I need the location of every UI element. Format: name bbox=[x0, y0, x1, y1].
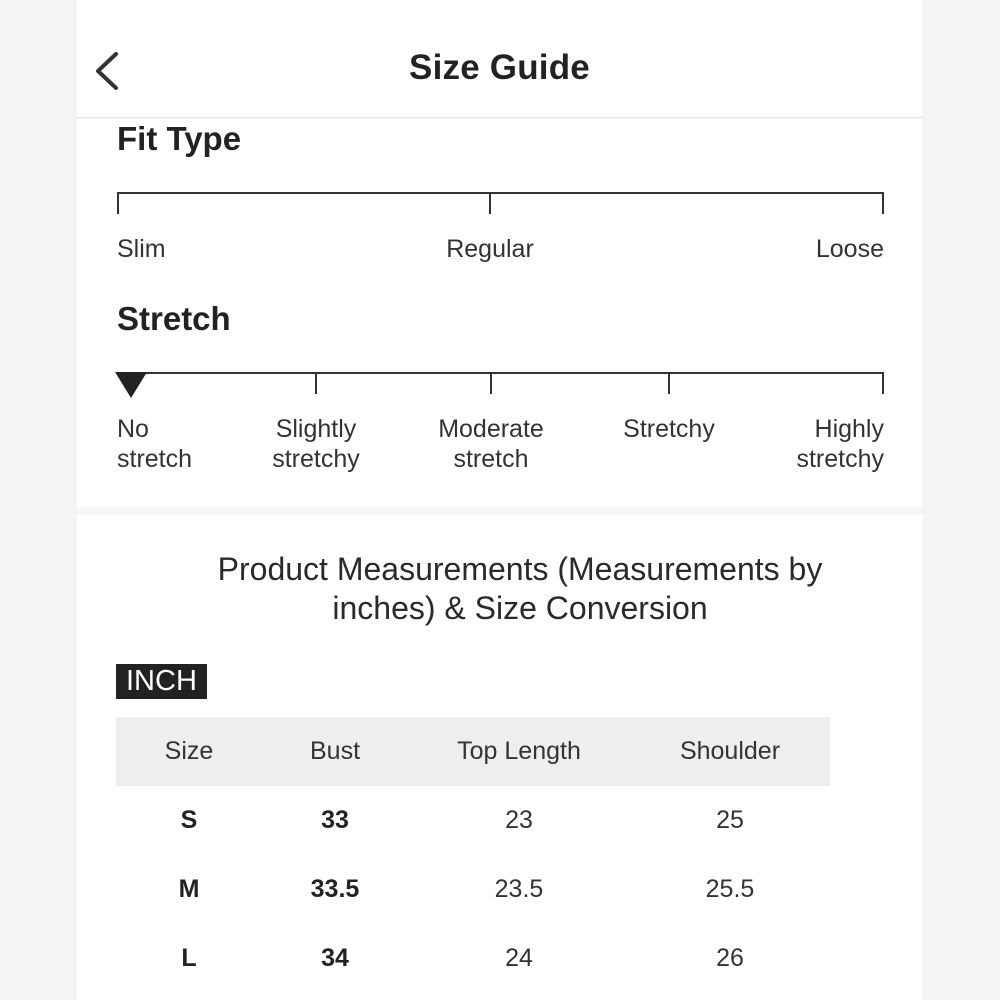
cell-bust: 34 bbox=[321, 944, 349, 972]
column-header-bust: Bust bbox=[262, 717, 408, 786]
fit-label-slim: Slim bbox=[117, 235, 166, 263]
fit-type-tick bbox=[489, 192, 491, 214]
fit-type-tick bbox=[117, 192, 119, 214]
table-row bbox=[116, 786, 830, 855]
stretch-label-slightly-stretchy bbox=[236, 414, 396, 474]
stretch-label-line: Slightly bbox=[275, 415, 357, 443]
cell-size: L bbox=[181, 944, 197, 972]
stretch-tick bbox=[668, 372, 670, 394]
stretch-label-line: Highly bbox=[814, 415, 884, 443]
column-header-top-length: Top Length bbox=[408, 717, 630, 786]
page-title: Size Guide bbox=[409, 48, 590, 87]
measurements-title-line: Product Measurements (Measurements by bbox=[217, 551, 823, 587]
stretch-label-line: Moderate bbox=[438, 415, 544, 443]
cell-top-length: 23 bbox=[505, 806, 533, 834]
stretch-scale-line bbox=[117, 372, 884, 374]
unit-tag-inch[interactable]: INCH bbox=[116, 664, 207, 699]
fit-type-title: Fit Type bbox=[117, 120, 242, 157]
column-header-size: Size bbox=[116, 717, 262, 786]
stretch-label-no-stretch bbox=[117, 414, 192, 474]
measurements-title bbox=[150, 550, 890, 628]
stretch-label-moderate-stretch bbox=[411, 414, 571, 474]
column-header-shoulder: Shoulder bbox=[630, 717, 830, 786]
stretch-title: Stretch bbox=[117, 300, 231, 337]
cell-top-length: 24 bbox=[505, 944, 533, 972]
fit-label-loose: Loose bbox=[815, 235, 884, 263]
stretch-label-line: Stretchy bbox=[623, 415, 715, 443]
fit-type-tick bbox=[882, 192, 884, 214]
fit-type-scale-line bbox=[117, 192, 884, 194]
cell-shoulder: 25 bbox=[716, 806, 744, 834]
stretch-label-line: stretchy bbox=[796, 445, 884, 473]
cell-top-length: 23.5 bbox=[494, 875, 544, 903]
stretch-tick bbox=[315, 372, 317, 394]
stretch-tick bbox=[882, 372, 884, 394]
size-table bbox=[116, 717, 830, 993]
selected-marker-icon bbox=[115, 372, 147, 398]
table-row bbox=[116, 924, 830, 993]
measurements-title-line: inches) & Size Conversion bbox=[332, 590, 708, 626]
stretch-tick bbox=[490, 372, 492, 394]
cell-bust: 33.5 bbox=[310, 875, 360, 903]
stretch-label-line: stretchy bbox=[272, 445, 360, 473]
cell-shoulder: 25.5 bbox=[705, 875, 755, 903]
cell-shoulder: 26 bbox=[716, 944, 744, 972]
table-row bbox=[116, 855, 830, 924]
table-header-row bbox=[116, 717, 830, 786]
cell-size: S bbox=[180, 806, 198, 834]
cell-size: M bbox=[178, 875, 200, 903]
cell-bust: 33 bbox=[321, 806, 349, 834]
fit-label-regular: Regular bbox=[446, 235, 534, 263]
stretch-label-highly-stretchy bbox=[724, 414, 884, 474]
stretch-label-line: stretch bbox=[453, 445, 529, 473]
stretch-label-line: stretch bbox=[117, 445, 193, 473]
stretch-label-line: No bbox=[117, 415, 149, 443]
